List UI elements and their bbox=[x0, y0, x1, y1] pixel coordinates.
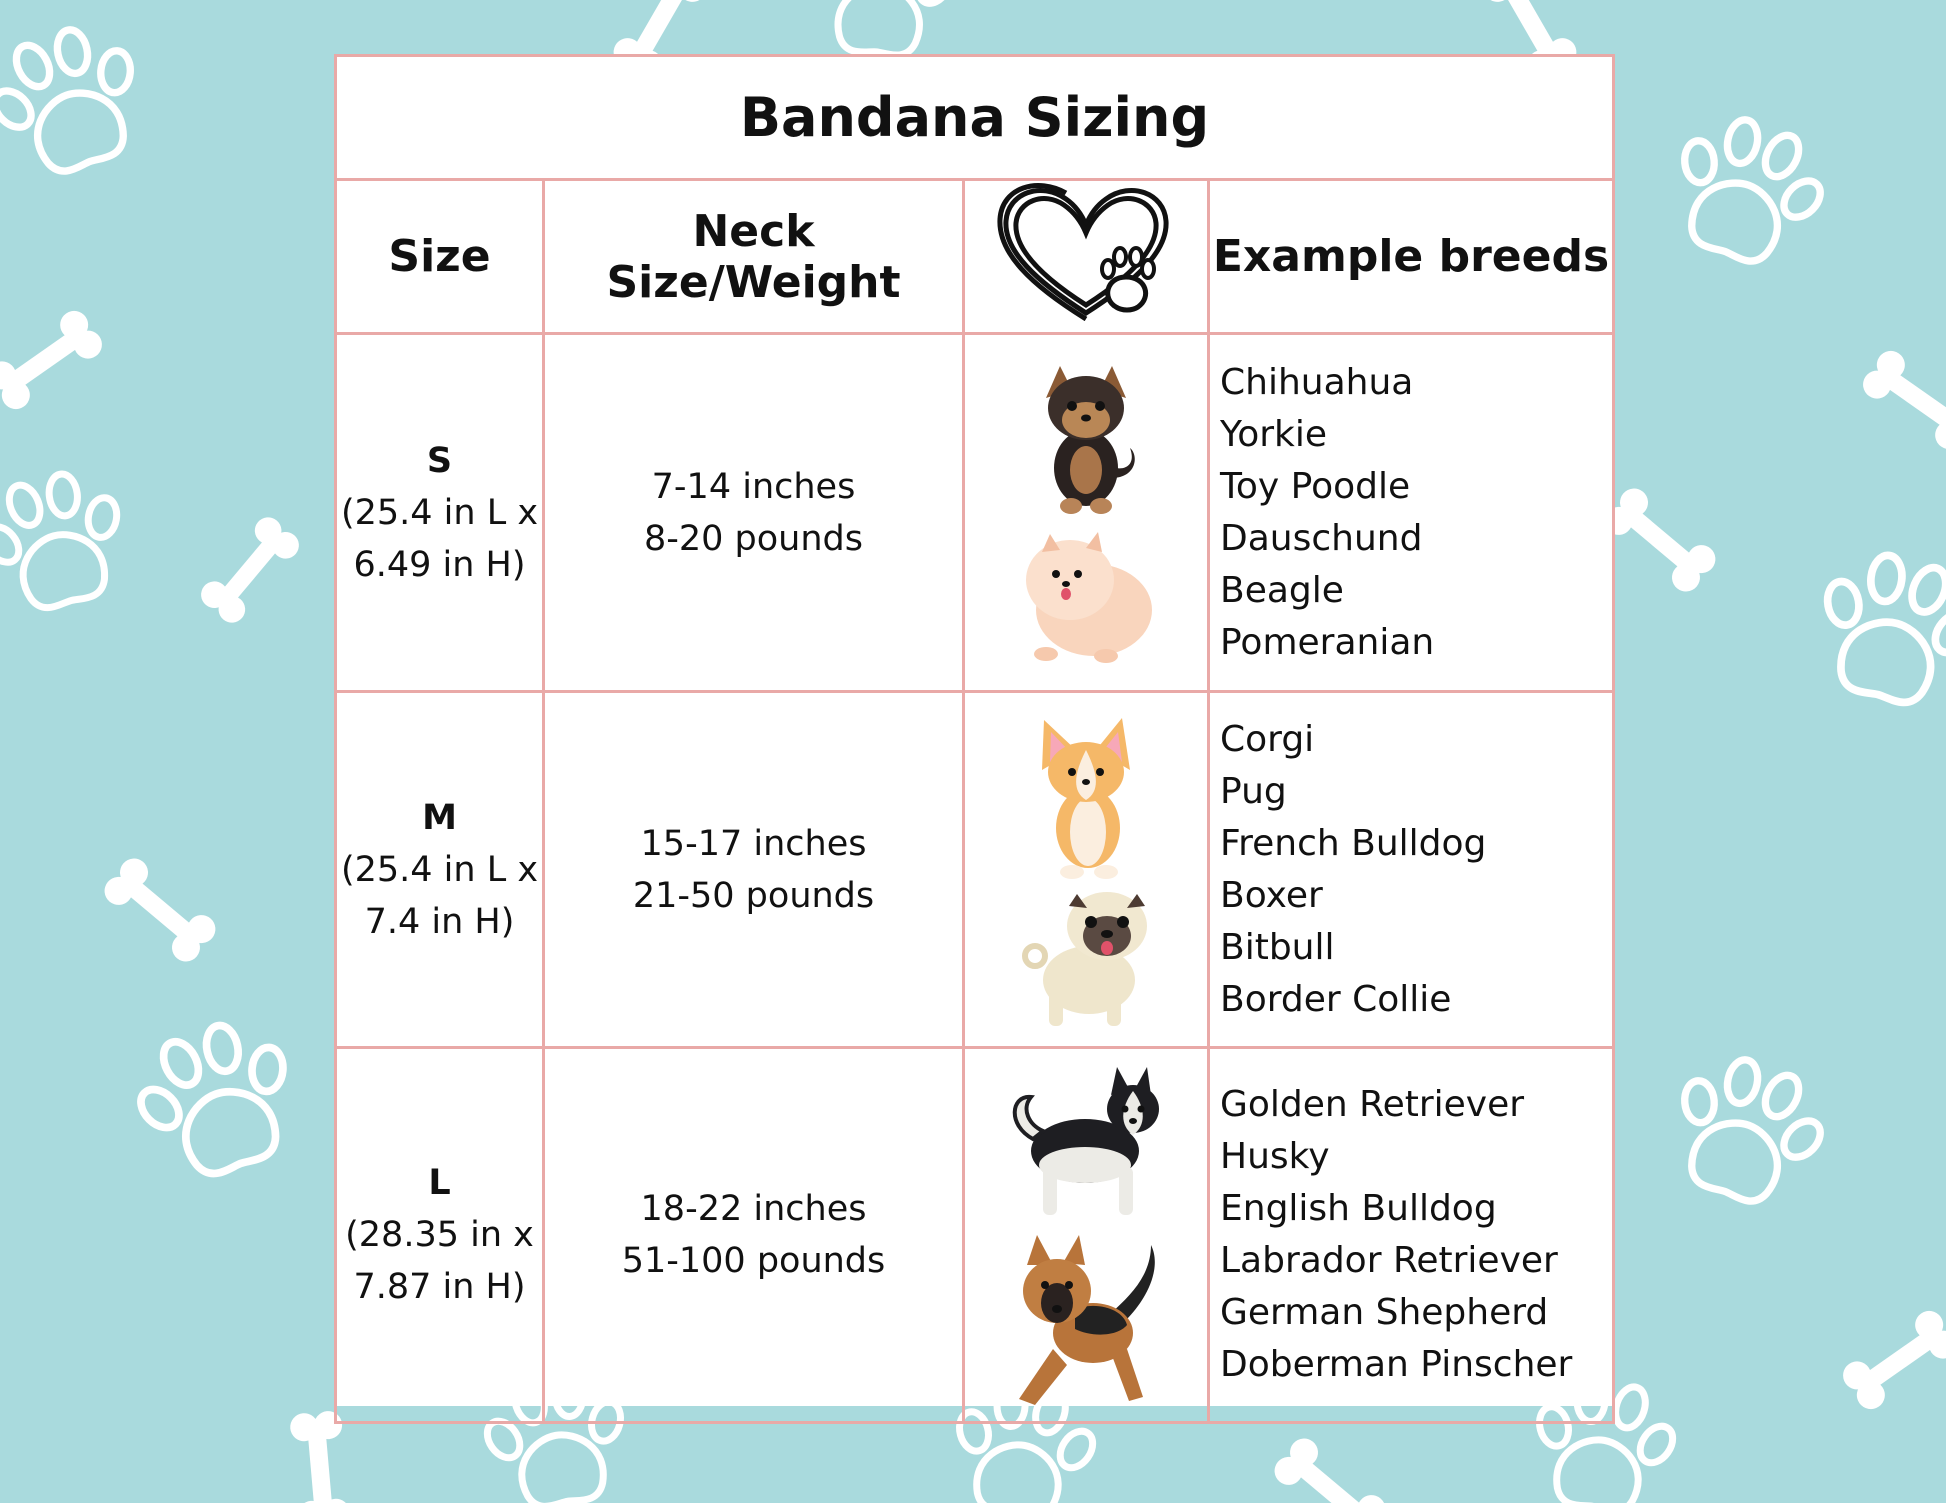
corgi-icon bbox=[1026, 710, 1146, 880]
breed-item: Golden Retriever bbox=[1220, 1084, 1525, 1125]
neck-cell bbox=[544, 692, 964, 1048]
size-cell bbox=[336, 1048, 544, 1423]
dog-pictures-cell bbox=[964, 334, 1209, 692]
dog-pictures-cell bbox=[964, 1048, 1209, 1423]
size-dimensions: 7.87 in H) bbox=[353, 1267, 526, 1307]
table-row bbox=[336, 1048, 1614, 1423]
weight-range: 8-20 pounds bbox=[643, 518, 863, 559]
size-dimensions: (25.4 in L x bbox=[340, 849, 539, 890]
breed-item: Chihuahua bbox=[1220, 361, 1414, 403]
breed-item: Bitbull bbox=[1220, 926, 1335, 968]
sizing-chart-card bbox=[334, 54, 1612, 1406]
breed-item: Beagle bbox=[1220, 569, 1344, 611]
neck-size: 18-22 inches bbox=[640, 1189, 867, 1229]
breed-item: Corgi bbox=[1220, 718, 1315, 760]
title-cell bbox=[336, 56, 1614, 180]
page-title: Bandana Sizing bbox=[739, 86, 1210, 149]
husky-icon bbox=[1001, 1055, 1171, 1225]
weight-range: 51-100 pounds bbox=[621, 1241, 886, 1281]
size-dimensions: 6.49 in H) bbox=[353, 544, 526, 585]
breed-item: English Bulldog bbox=[1220, 1188, 1497, 1229]
breeds-cell bbox=[1209, 692, 1614, 1048]
size-letter: L bbox=[428, 1163, 451, 1203]
breed-item: Husky bbox=[1220, 1136, 1330, 1177]
pug-icon bbox=[1011, 880, 1161, 1030]
header-icon-cell bbox=[964, 180, 1209, 334]
size-cell bbox=[336, 334, 544, 692]
header-neck-size-weight: Neck Size/Weight bbox=[544, 180, 964, 334]
pomeranian-icon bbox=[1006, 518, 1166, 668]
yorkie-icon bbox=[1026, 358, 1146, 518]
weight-range: 21-50 pounds bbox=[632, 875, 875, 916]
size-dimensions: (25.4 in L x bbox=[340, 492, 539, 533]
german-shepherd-icon bbox=[1001, 1225, 1171, 1415]
breed-item: Border Collie bbox=[1220, 978, 1452, 1020]
breed-item: Doberman Pinscher bbox=[1220, 1344, 1573, 1385]
neck-cell bbox=[544, 334, 964, 692]
neck-size: 15-17 inches bbox=[640, 823, 867, 864]
dog-pictures-cell bbox=[964, 692, 1209, 1048]
header-size: Size bbox=[336, 180, 544, 334]
header-example-breeds: Example breeds bbox=[1209, 180, 1614, 334]
breed-item: German Shepherd bbox=[1220, 1292, 1549, 1333]
breed-item: Pug bbox=[1220, 770, 1287, 812]
breed-item: Pomeranian bbox=[1220, 621, 1435, 663]
size-dimensions: 7.4 in H) bbox=[364, 901, 515, 942]
size-letter: S bbox=[426, 440, 453, 481]
table-row bbox=[336, 692, 1614, 1048]
breeds-cell bbox=[1209, 1048, 1614, 1423]
breed-item: Labrador Retriever bbox=[1220, 1240, 1558, 1281]
breed-item: French Bulldog bbox=[1220, 822, 1487, 864]
size-letter: M bbox=[422, 797, 457, 838]
neck-size: 7-14 inches bbox=[651, 466, 856, 507]
heart-paw-icon bbox=[996, 181, 1176, 321]
sizing-table bbox=[334, 54, 1615, 1424]
breeds-cell bbox=[1209, 334, 1614, 692]
breed-item: Yorkie bbox=[1220, 413, 1328, 455]
neck-cell bbox=[544, 1048, 964, 1423]
breed-item: Boxer bbox=[1220, 874, 1323, 916]
size-dimensions: (28.35 in x bbox=[345, 1215, 534, 1255]
size-cell bbox=[336, 692, 544, 1048]
header-row bbox=[336, 180, 1614, 334]
breed-item: Toy Poodle bbox=[1220, 465, 1411, 507]
breed-item: Dauschund bbox=[1220, 517, 1423, 559]
table-row bbox=[336, 334, 1614, 692]
